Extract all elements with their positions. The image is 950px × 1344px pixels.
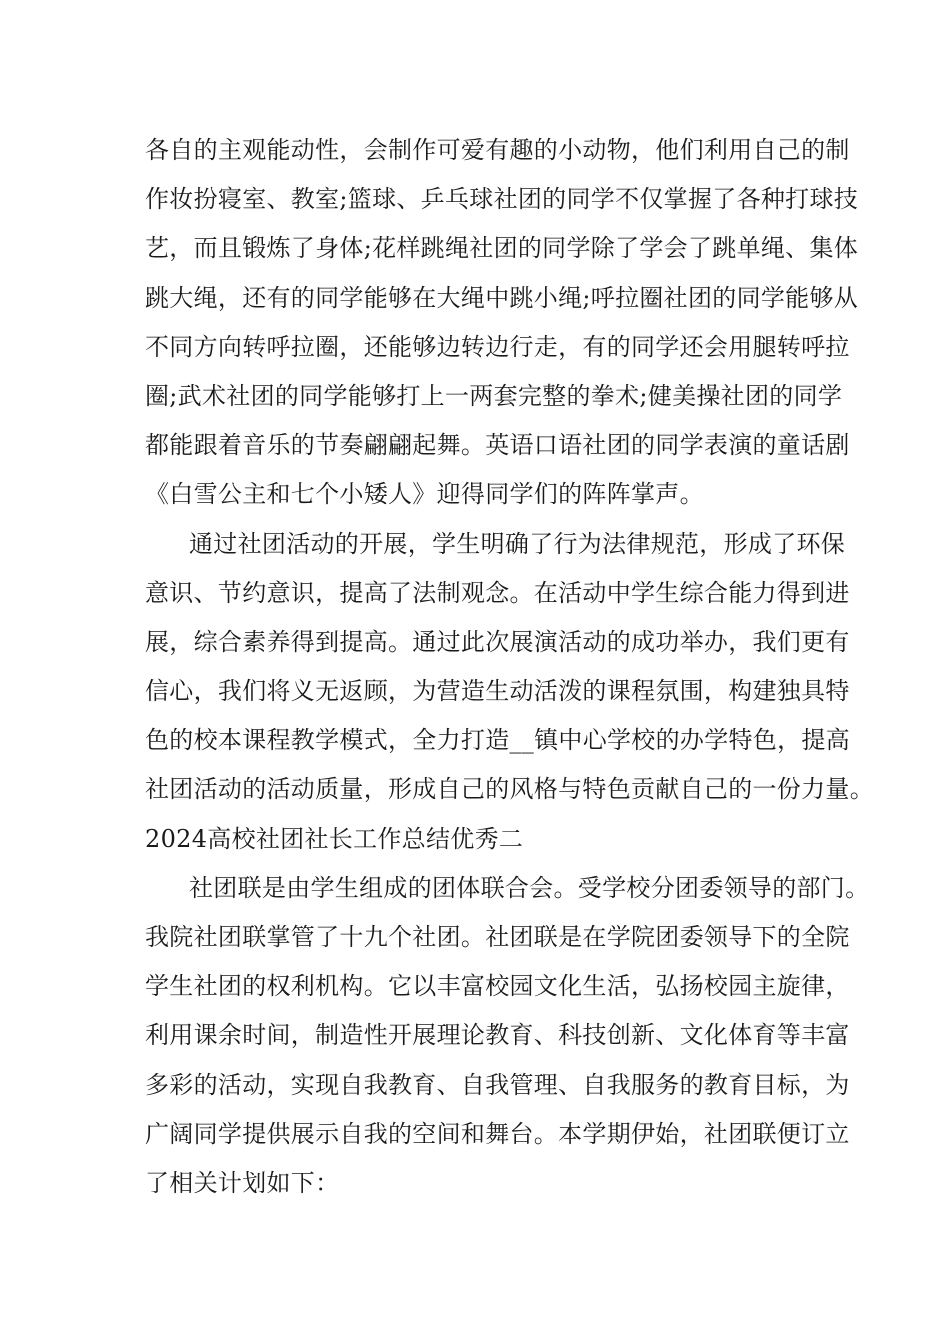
text-line: 作妆扮寝室、教室;篮球、乒乓球社团的同学不仅掌握了各种打球技: [145, 185, 859, 214]
text-line: 都能跟着音乐的节奏翩翩起舞。英语口语社团的同学表演的童话剧: [145, 431, 850, 460]
text-line: 了相关计划如下：: [145, 1168, 340, 1197]
paragraph-first-line: 通过社团活动的开展，学生明确了行为法律规范，形成了环保: [189, 529, 846, 558]
text-line: 广阔同学提供展示自我的空间和舞台。本学期伊始，社团联便订立: [145, 1119, 850, 1148]
text-line: 意识、节约意识，提高了法制观念。在活动中学生综合能力得到进: [145, 578, 850, 607]
text-line: 跳大绳，还有的同学能够在大绳中跳小绳;呼拉圈社团的同学能够从: [145, 283, 859, 312]
text-line: 信心，我们将义无返顾，为营造生动活泼的课程氛围，构建独具特: [145, 677, 850, 706]
text-line: 艺，而且锻炼了身体;花样跳绳社团的同学除了学会了跳单绳、集体: [145, 234, 859, 263]
section-heading: 2024高校社团社长工作总结优秀二: [145, 824, 524, 853]
text-line: 各自的主观能动性，会制作可爱有趣的小动物，他们利用自己的制: [145, 136, 850, 164]
text-line: 《白雪公主和七个小矮人》迎得同学们的阵阵掌声。: [145, 480, 704, 509]
text-line: 利用课余时间，制造性开展理论教育、科技创新、文化体育等丰富: [145, 1021, 850, 1050]
text-line: 圈;武术社团的同学能够打上一两套完整的拳术;健美操社团的同学: [145, 381, 843, 410]
paragraph-first-line: 社团联是由学生组成的团体联合会。受学校分团委领导的部门。: [189, 873, 870, 902]
document-body: [145, 126, 874, 1208]
text-line: 我院社团联掌管了十九个社团。社团联是在学院团委领导下的全院: [145, 923, 850, 951]
text-line: 不同方向转呼拉圈，还能够边转边行走，有的同学还会用腿转呼拉: [145, 332, 850, 361]
text-line: 色的校本课程教学模式，全力打造__镇中心学校的办学特色，提高: [145, 726, 850, 755]
text-line: 社团活动的活动质量，形成自己的风格与特色贡献自己的一份力量。: [145, 775, 874, 804]
text-line: 学生社团的权利机构。它以丰富校园文化生活，弘扬校园主旋律，: [145, 972, 850, 1001]
text-line: 展，综合素养得到提高。通过此次展演活动的成功举办，我们更有: [145, 627, 850, 656]
text-line: 多彩的活动，实现自我教育、自我管理、自我服务的教育目标，为: [145, 1070, 850, 1099]
